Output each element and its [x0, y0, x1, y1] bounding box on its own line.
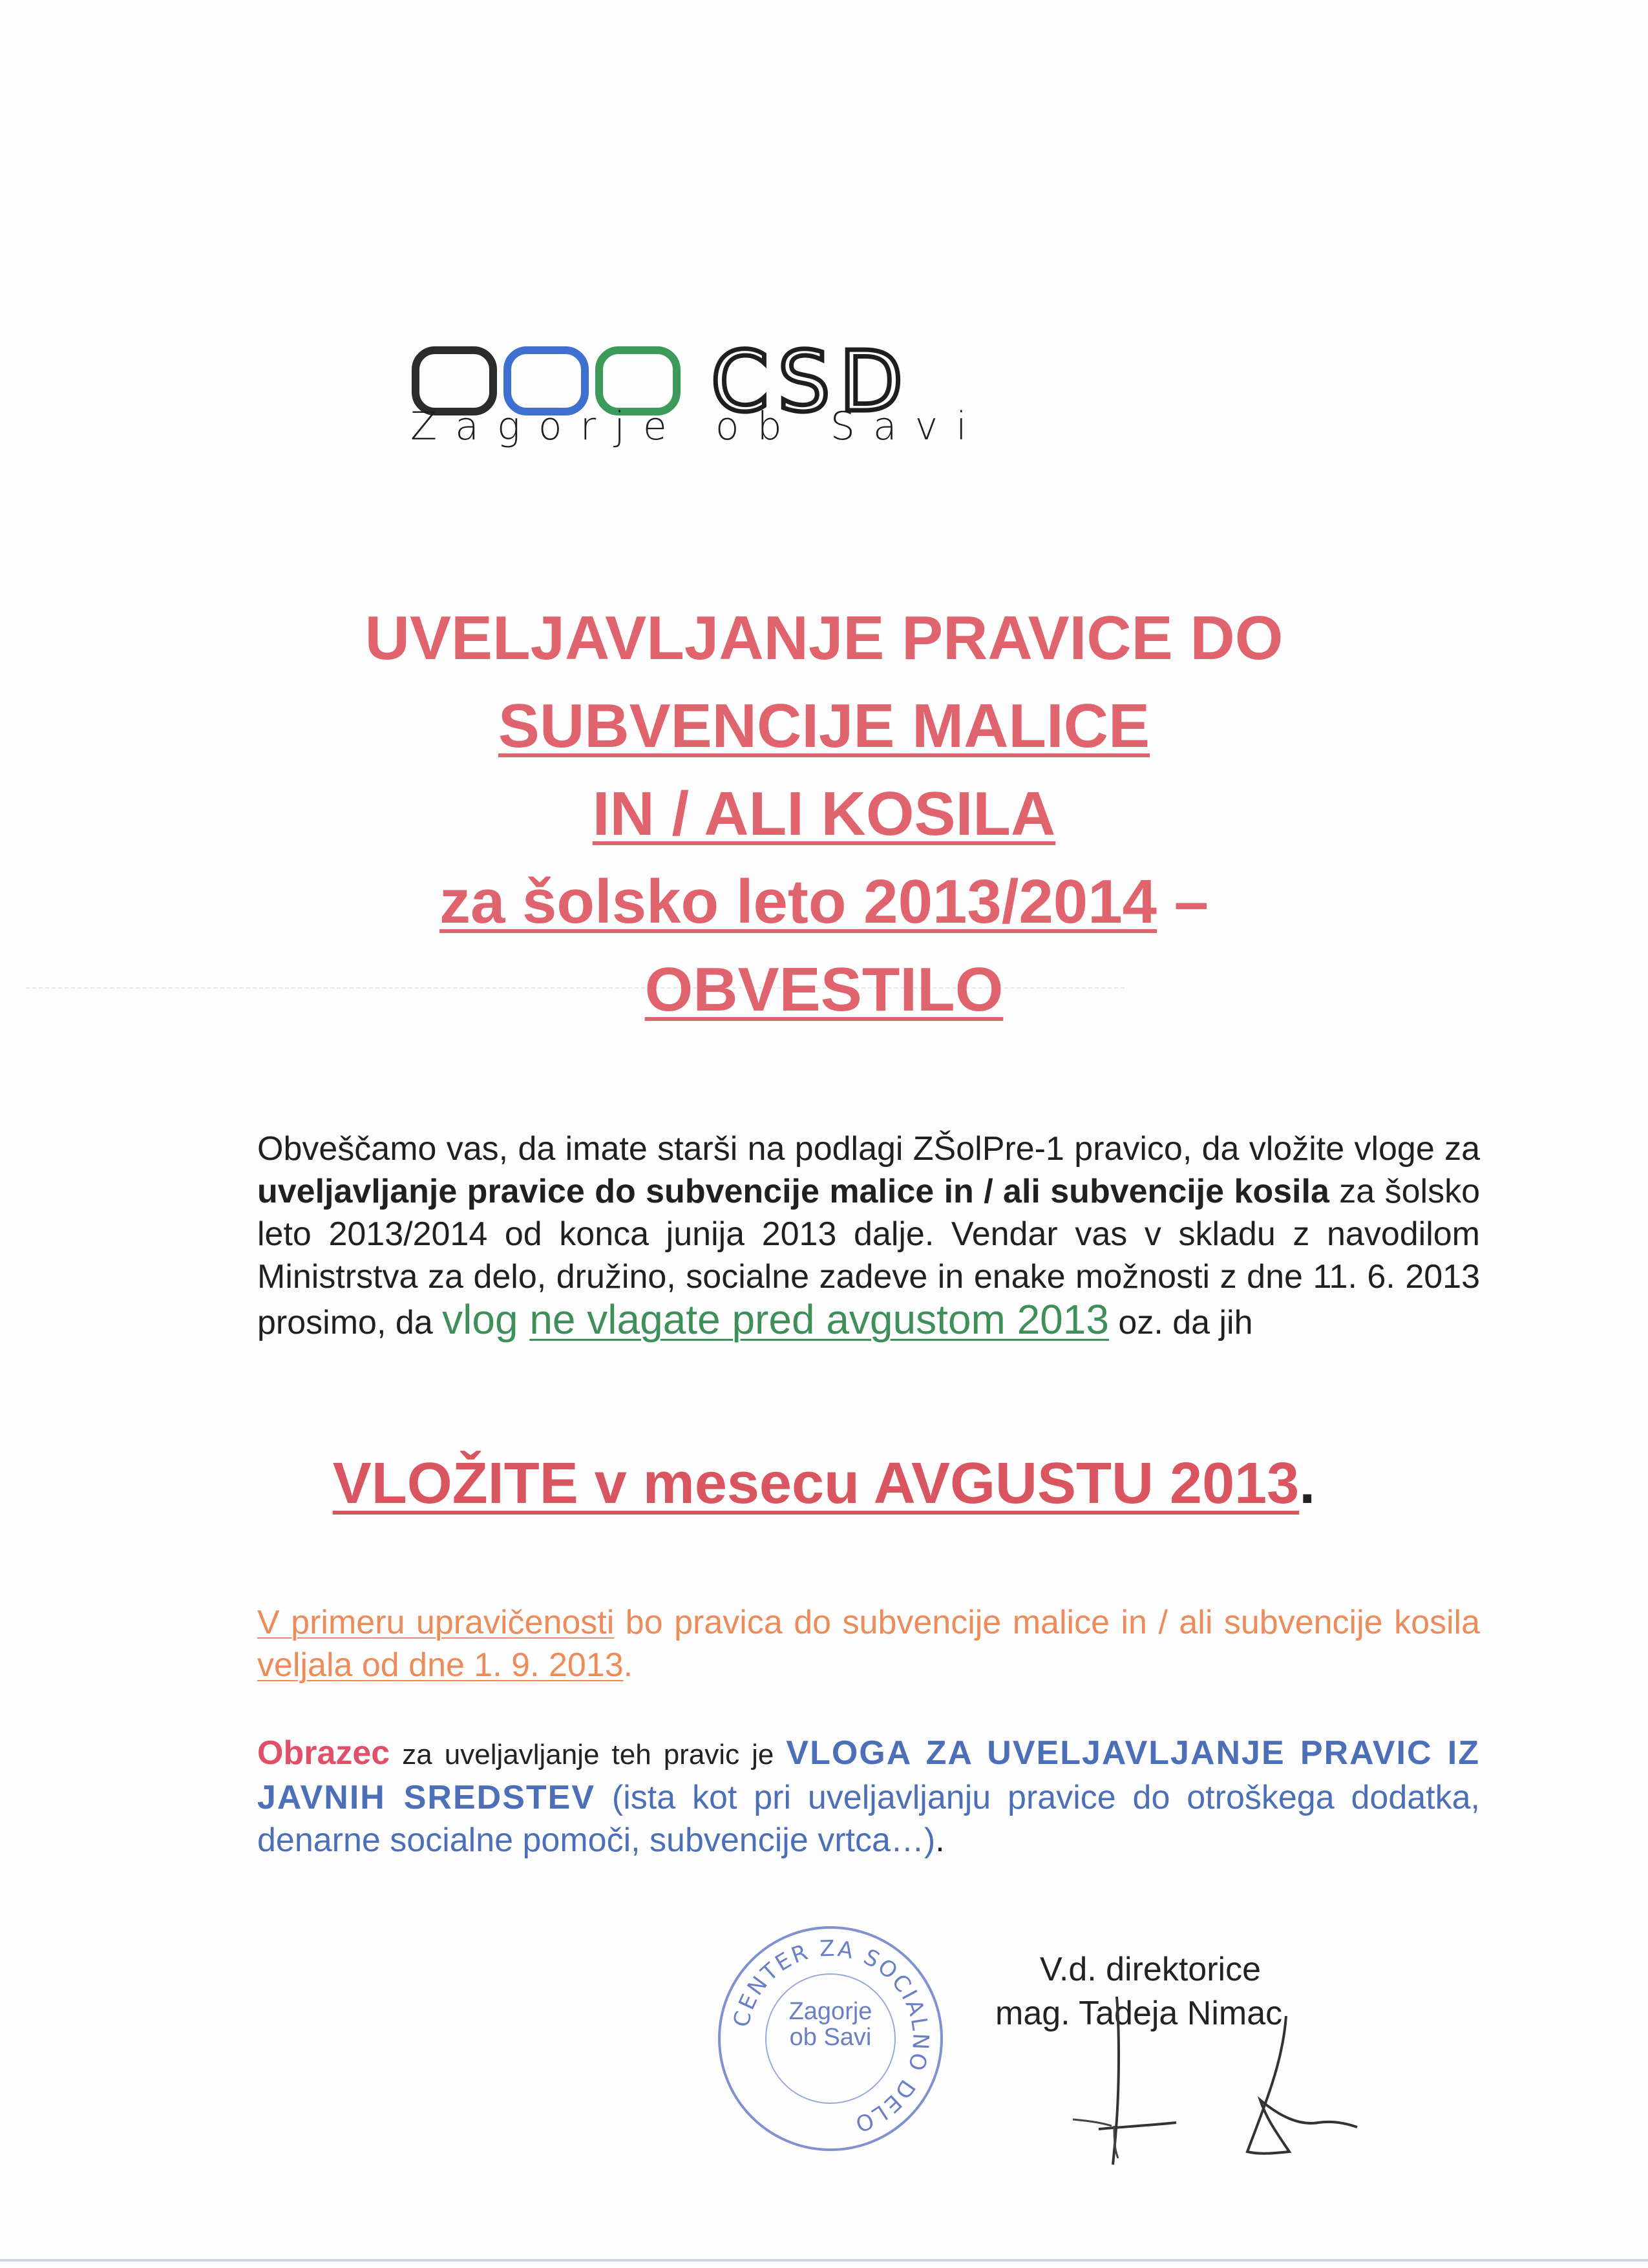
p2-underlined-1: V primeru upravičenosti: [257, 1604, 615, 1641]
signatory-role: V.d. direktorice: [1039, 1951, 1262, 1988]
title-line-4: za šolsko leto 2013/2014: [439, 867, 1157, 936]
stamp-ring-text: CENTER ZA SOCIALNO DELO: [728, 1935, 934, 2138]
title-line-5: OBVESTILO: [644, 955, 1004, 1024]
p3-text-2: (ista kot pri uveljavljanju pravice do otroškega dodatka, denarne socialne pomoči, subvencije vrtca…): [257, 1779, 1480, 1859]
page-edge: [0, 2259, 1648, 2262]
call-to-action-dot: .: [1299, 1451, 1316, 1516]
title-line-3: IN / ALI KOSILA: [592, 779, 1056, 848]
notice-title: [129, 594, 1519, 1034]
p3-form-name: VLOGA ZA UVELJAVLJANJE PRAVIC IZ JAVNIH SREDSTEV: [257, 1734, 1480, 1816]
signatory-name: mag. Tadeja Nimac: [995, 1995, 1283, 2032]
logo-subtitle: Zagorje ob Savi: [410, 404, 985, 449]
p1-bold: uveljavljanje pravice do subvencije malice in / ali subvencije kosila: [257, 1173, 1329, 1210]
title-line-2: SUBVENCIJE MALICE: [498, 691, 1150, 761]
p1-green-1: vlog: [442, 1296, 530, 1343]
title-dash: –: [1156, 867, 1209, 936]
logo-letters: CSD: [711, 342, 913, 430]
p2-text-2: .: [623, 1646, 633, 1684]
stamp-center: [763, 1999, 898, 2050]
stamp-center-line-2: ob Savi: [789, 2024, 872, 2051]
call-to-action: [129, 1451, 1519, 1517]
logo-circle-green: [599, 350, 677, 412]
p1-text-2: za šolsko leto 2013/2014 od konca junija 2013 dalje. Vendar vas v skladu z navodilom Ministrstva za delo, družino, socialne zadeve in enake možnosti z dne 11. 6. 2013 prosimo, da: [257, 1173, 1480, 1341]
logo-circle-dark: [416, 350, 493, 412]
stamp-center-line-1: Zagorje: [788, 1998, 872, 2025]
handwritten-signature: [1060, 1990, 1396, 2184]
title-line-1: UVELJAVLJANJE PRAVICE DO: [364, 604, 1284, 673]
p2-underlined-2: veljala od dne 1. 9. 2013: [257, 1646, 624, 1684]
signature-graphic: [1060, 1990, 1396, 2184]
p3-end: .: [935, 1822, 945, 1859]
p3-text-1: za uveljavljanje teh pravic je: [390, 1739, 787, 1770]
paragraph-form: [257, 1732, 1480, 1862]
paragraph-validity: [257, 1601, 1480, 1686]
p3-obrazec: Obrazec: [257, 1734, 390, 1772]
p1-green-underlined: ne vlagate pred avgustom 2013: [529, 1296, 1109, 1343]
logo-circle-blue: [507, 350, 585, 412]
p2-text-1: bo pravica do subvencije malice in / ali subvencije kosila: [614, 1604, 1481, 1641]
paragraph-announcement: [257, 1128, 1480, 1344]
p1-text-1: Obveščamo vas, da imate starši na podlagi ZŠolPre-1 pravico, da vložite vloge za: [257, 1130, 1480, 1168]
p1-text-3: oz. da jih: [1108, 1304, 1253, 1341]
call-to-action-text: VLOŽITE v mesecu AVGUSTU 2013: [332, 1451, 1300, 1516]
